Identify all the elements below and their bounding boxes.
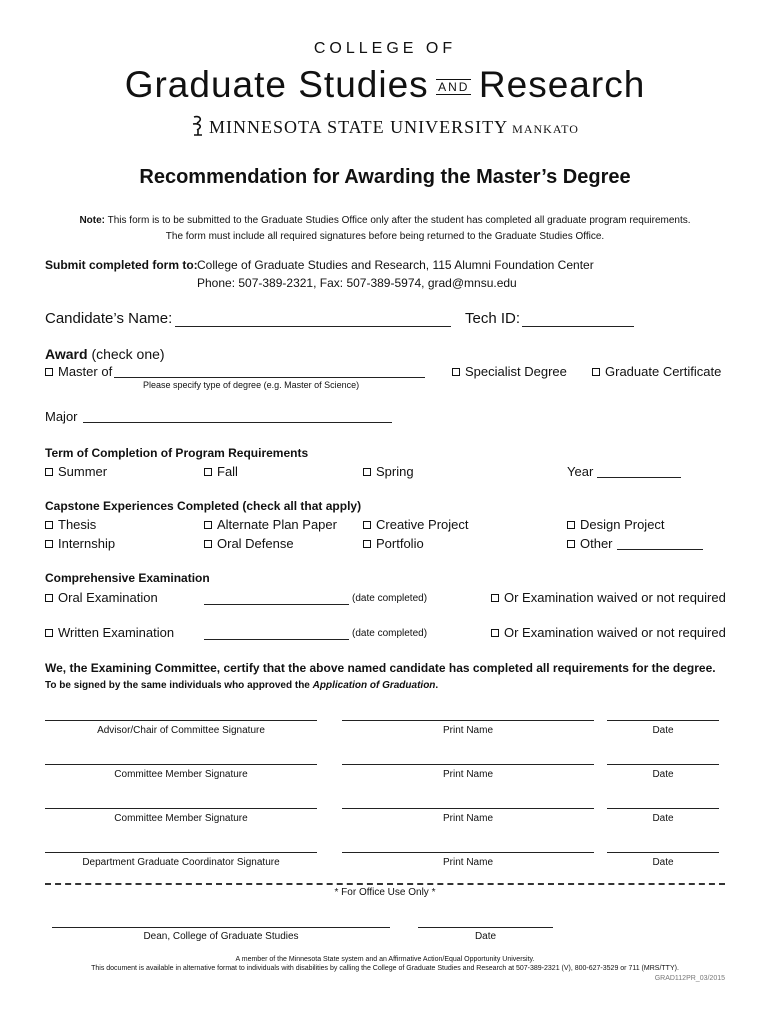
written-exam-waived-label: Or Examination waived or not required: [504, 625, 726, 640]
other-field[interactable]: [617, 549, 703, 550]
advisor-signature-label: Advisor/Chair of Committee Signature: [97, 725, 265, 736]
capstone-heading: Capstone Experiences Completed (check all that apply): [45, 499, 362, 513]
creative-project-checkbox[interactable]: [363, 521, 371, 529]
college-name-logo: [0, 64, 770, 106]
written-exam-label: Written Examination: [58, 625, 175, 640]
thesis-checkbox[interactable]: [45, 521, 53, 529]
oral-defense-checkbox[interactable]: [204, 540, 212, 548]
oral-exam-label: Oral Examination: [58, 590, 158, 605]
internship-checkbox[interactable]: [45, 540, 53, 548]
alternate-plan-option[interactable]: [204, 517, 337, 532]
graduate-certificate-option[interactable]: [592, 364, 721, 379]
master-of-field[interactable]: [114, 377, 425, 378]
award-heading: [45, 346, 165, 362]
oral-defense-option[interactable]: [204, 536, 294, 551]
portfolio-label: Portfolio: [376, 536, 424, 551]
coordinator-signature-line[interactable]: [45, 852, 317, 853]
spring-checkbox[interactable]: [363, 468, 371, 476]
specialist-degree-label: Specialist Degree: [465, 364, 567, 379]
degree-type-hint: Please specify type of degree (e.g. Master of Science): [143, 380, 360, 390]
mankato-text: MANKATO: [512, 122, 579, 136]
term-summer-option[interactable]: [45, 464, 107, 479]
coordinator-print-name-line[interactable]: [342, 852, 594, 853]
graduate-certificate-checkbox[interactable]: [592, 368, 600, 376]
specialist-degree-checkbox[interactable]: [452, 368, 460, 376]
office-use-divider: [45, 883, 725, 885]
member2-signature-line[interactable]: [45, 808, 317, 809]
note-line2: The form must include all required signatures before being returned to the Graduate Studies Office.: [165, 231, 605, 242]
other-label: Other: [580, 536, 613, 551]
internship-option[interactable]: [45, 536, 115, 551]
coordinator-date-label: Date: [652, 857, 674, 868]
alternate-plan-label: Alternate Plan Paper: [217, 517, 337, 532]
member1-signature-label: Committee Member Signature: [114, 769, 248, 780]
certify-instruction-text: To be signed by the same individuals who approved the: [45, 680, 310, 691]
coordinator-date-line[interactable]: [607, 852, 719, 853]
summer-label: Summer: [58, 464, 108, 479]
coordinator-print-name-label: Print Name: [442, 857, 493, 868]
torch-icon: [191, 114, 205, 136]
certify-statement: We, the Examining Committee, certify that the above named candidate has completed all requirements for the degree.: [45, 661, 716, 675]
coordinator-signature-label: Department Graduate Coordinator Signature: [82, 857, 280, 868]
form-code: GRAD112PR_03/2015: [654, 975, 725, 982]
submit-address: College of Graduate Studies and Research, 115 Alumni Foundation Center: [197, 258, 594, 272]
college-of-heading: COLLEGE OF: [313, 40, 457, 57]
major-label: Major: [45, 409, 78, 424]
university-logo: [0, 114, 770, 138]
fall-checkbox[interactable]: [204, 468, 212, 476]
master-of-option[interactable]: [45, 364, 112, 379]
thesis-option[interactable]: [45, 517, 96, 532]
page-title: Recommendation for Awarding the Master’s Degree: [139, 166, 631, 188]
submit-contact: Phone: 507-389-2321, Fax: 507-389-5974, grad@mnsu.edu: [197, 276, 517, 290]
fall-label: Fall: [217, 464, 238, 479]
office-use-label: * For Office Use Only *: [334, 887, 436, 898]
written-exam-waived-checkbox[interactable]: [491, 629, 499, 637]
year-label: Year: [567, 464, 594, 479]
spring-label: Spring: [376, 464, 414, 479]
member2-print-name-label: Print Name: [442, 813, 493, 824]
term-fall-option[interactable]: [204, 464, 238, 479]
written-exam-date-label: (date completed): [352, 628, 428, 639]
tech-id-label: Tech ID:: [465, 310, 521, 327]
member1-date-label: Date: [652, 769, 674, 780]
written-exam-option[interactable]: [45, 625, 174, 640]
footer-line1: A member of the Minnesota State system and an Affirmative Action/Equal Opportunity University.: [235, 956, 535, 963]
dean-signature-line[interactable]: [52, 927, 390, 928]
specialist-degree-option[interactable]: [452, 364, 567, 379]
summer-checkbox[interactable]: [45, 468, 53, 476]
dean-date-label: Date: [474, 931, 497, 942]
oral-exam-waived-label: Or Examination waived or not required: [504, 590, 726, 605]
application-of-graduation-text: Application of Graduation: [312, 680, 436, 691]
internship-label: Internship: [58, 536, 116, 551]
exam-heading: Comprehensive Examination: [45, 571, 210, 585]
member2-date-label: Date: [652, 813, 674, 824]
year-field[interactable]: [597, 477, 681, 478]
oral-exam-option[interactable]: [45, 590, 158, 605]
oral-exam-date-label: (date completed): [352, 593, 428, 604]
master-of-label: Master of: [58, 364, 113, 379]
candidate-name-label: Candidate’s Name:: [45, 310, 173, 327]
written-exam-checkbox[interactable]: [45, 629, 53, 637]
university-name: MINNESOTA STATE UNIVERSITY: [209, 117, 509, 137]
major-field[interactable]: [83, 422, 392, 423]
graduate-certificate-label: Graduate Certificate: [605, 364, 722, 379]
and-text: AND: [438, 80, 470, 94]
advisor-print-name-line[interactable]: [342, 720, 594, 721]
member1-signature-line[interactable]: [45, 764, 317, 765]
creative-project-label: Creative Project: [376, 517, 469, 532]
oral-exam-checkbox[interactable]: [45, 594, 53, 602]
oral-exam-date-field[interactable]: [204, 604, 349, 605]
research-text: Research: [478, 64, 646, 105]
member2-print-name-line[interactable]: [342, 808, 594, 809]
creative-project-option[interactable]: [363, 517, 468, 532]
award-heading-note: (check one): [91, 346, 165, 362]
dean-signature-label: Dean, College of Graduate Studies: [143, 931, 299, 942]
thesis-label: Thesis: [58, 517, 97, 532]
member1-date-line[interactable]: [607, 764, 719, 765]
dean-date-line[interactable]: [418, 927, 553, 928]
award-heading-label: Award: [45, 346, 88, 362]
portfolio-option[interactable]: [363, 536, 424, 551]
other-option[interactable]: [567, 536, 613, 551]
member2-signature-label: Committee Member Signature: [114, 813, 248, 824]
oral-defense-label: Oral Defense: [217, 536, 294, 551]
advisor-date-line[interactable]: [607, 720, 719, 721]
term-spring-option[interactable]: [363, 464, 414, 479]
advisor-date-label: Date: [652, 725, 674, 736]
alternate-plan-checkbox[interactable]: [204, 521, 212, 529]
oral-exam-waived-checkbox[interactable]: [491, 594, 499, 602]
portfolio-checkbox[interactable]: [363, 540, 371, 548]
graduate-studies-text: Graduate Studies: [124, 64, 429, 105]
design-project-checkbox[interactable]: [567, 521, 575, 529]
candidate-name-field[interactable]: [175, 326, 451, 327]
term-heading: Term of Completion of Program Requirements: [45, 446, 309, 460]
master-of-checkbox[interactable]: [45, 368, 53, 376]
member1-print-name-label: Print Name: [442, 769, 493, 780]
other-checkbox[interactable]: [567, 540, 575, 548]
certify-instruction: [45, 680, 438, 691]
certify-period: .: [435, 680, 439, 691]
note-line1: This form is to be submitted to the Graduate Studies Office only after the student has completed all graduate program requirements.: [107, 215, 691, 226]
design-project-option[interactable]: [567, 517, 665, 532]
written-exam-waived-option[interactable]: [491, 625, 726, 640]
tech-id-field[interactable]: [522, 326, 634, 327]
note-label: Note:: [79, 215, 106, 226]
member2-date-line[interactable]: [607, 808, 719, 809]
member1-print-name-line[interactable]: [342, 764, 594, 765]
submit-label: Submit completed form to:: [45, 258, 198, 272]
note-text: [0, 213, 770, 245]
advisor-print-name-label: Print Name: [442, 725, 493, 736]
footer-line2: This document is available in alternative format to individuals with disabilities by calling the College of Graduate Studies and Research at 507-389-2321 (V), 800-627-3529 or 711 (MRS/TTY).: [91, 965, 679, 972]
written-exam-date-field[interactable]: [204, 639, 349, 640]
advisor-signature-line[interactable]: [45, 720, 317, 721]
design-project-label: Design Project: [580, 517, 665, 532]
oral-exam-waived-option[interactable]: [491, 590, 726, 605]
